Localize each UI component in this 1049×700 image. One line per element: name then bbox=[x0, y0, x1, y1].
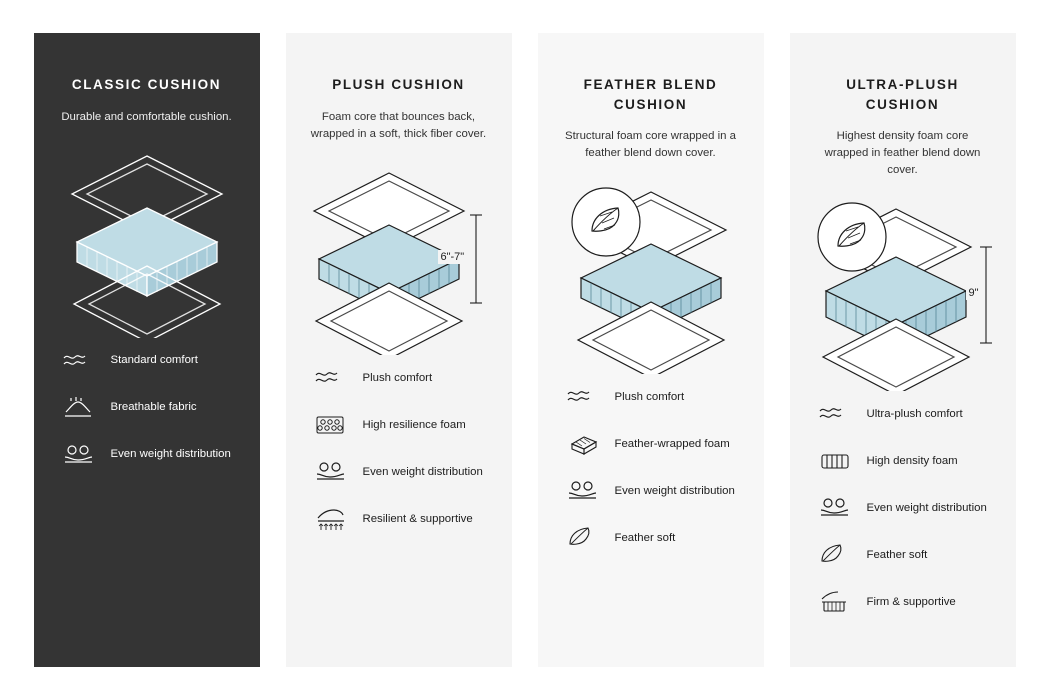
feature-label: High resilience foam bbox=[362, 418, 466, 431]
feature-item bbox=[311, 363, 487, 393]
feature-label: Breathable fabric bbox=[110, 401, 197, 414]
feature-label: Feather soft bbox=[866, 549, 928, 562]
feature-label: Feather soft bbox=[614, 532, 676, 545]
feature-item bbox=[59, 393, 235, 423]
even-weight-icon bbox=[815, 493, 855, 523]
leaf-icon bbox=[815, 540, 855, 570]
feature-item bbox=[563, 382, 739, 412]
feature-item bbox=[311, 457, 487, 487]
feature-item bbox=[815, 446, 991, 476]
feature-label: High density foam bbox=[866, 455, 958, 468]
leaf-icon bbox=[563, 523, 603, 553]
leaf-badge bbox=[572, 188, 640, 256]
panel-feather-blend-cushion bbox=[538, 33, 764, 667]
even-weight-icon bbox=[59, 440, 99, 470]
feature-item bbox=[311, 504, 487, 534]
panel-plush-cushion bbox=[286, 33, 512, 667]
wave-comfort-icon bbox=[815, 399, 855, 429]
even-weight-icon bbox=[563, 476, 603, 506]
feature-label: Even weight distribution bbox=[362, 465, 483, 478]
feature-label: Plush comfort bbox=[362, 371, 433, 384]
feature-item bbox=[815, 587, 991, 617]
feature-list bbox=[815, 399, 991, 617]
dimension-label: 9" bbox=[966, 286, 982, 300]
high-density-foam-icon bbox=[815, 446, 855, 476]
dimension-label: 6"-7" bbox=[438, 250, 468, 264]
feather-wrapped-foam-icon bbox=[563, 429, 603, 459]
cushion-diagram-classic bbox=[34, 138, 260, 338]
panel-subtitle: Durable and comfortable cushion. bbox=[61, 110, 232, 123]
even-weight-icon bbox=[311, 457, 351, 487]
feature-item bbox=[563, 429, 739, 459]
leaf-badge bbox=[818, 203, 886, 271]
feature-label: Feather-wrapped foam bbox=[614, 438, 730, 451]
panel-ultra-plush-cushion bbox=[790, 33, 1016, 667]
feature-item bbox=[59, 440, 235, 470]
feature-label: Even weight distribution bbox=[110, 448, 231, 461]
cushion-diagram-feather-blend bbox=[538, 174, 764, 374]
feature-item bbox=[815, 540, 991, 570]
feature-label: Even weight distribution bbox=[614, 485, 735, 498]
feature-label: Resilient & supportive bbox=[362, 512, 473, 525]
cushion-diagram-plush bbox=[286, 155, 512, 355]
panel-subtitle: Highest density foam core wrapped in feather blend down cover. bbox=[824, 130, 981, 177]
panel-title: CLASSIC CUSHION bbox=[71, 77, 222, 92]
honeycomb-foam-icon bbox=[311, 410, 351, 440]
cushion-diagram-ultra-plush bbox=[790, 191, 1016, 391]
feature-item bbox=[815, 399, 991, 429]
feature-list bbox=[59, 346, 235, 470]
feature-label: Standard comfort bbox=[110, 354, 198, 367]
panel-classic-cushion bbox=[34, 33, 260, 667]
feature-list bbox=[311, 363, 487, 534]
breathable-fabric-icon bbox=[59, 393, 99, 423]
feature-label: Plush comfort bbox=[614, 391, 685, 404]
panel-title: PLUSH CUSHION bbox=[332, 77, 465, 92]
feature-label: Even weight distribution bbox=[866, 502, 987, 515]
firm-support-icon bbox=[815, 587, 855, 617]
panel-subtitle: Foam core that bounces back, wrapped in a soft, thick fiber cover. bbox=[310, 110, 487, 140]
feature-list bbox=[563, 382, 739, 553]
feature-item bbox=[59, 346, 235, 376]
feature-label: Firm & supportive bbox=[866, 596, 956, 609]
wave-comfort-icon bbox=[311, 363, 351, 393]
feature-item bbox=[311, 410, 487, 440]
feature-label: Ultra-plush comfort bbox=[866, 408, 963, 421]
feature-item bbox=[563, 476, 739, 506]
wave-comfort-icon bbox=[59, 346, 99, 376]
resilient-support-icon bbox=[311, 504, 351, 534]
panel-title: FEATHER BLEND CUSHION bbox=[583, 77, 718, 112]
feature-item bbox=[815, 493, 991, 523]
panel-subtitle: Structural foam core wrapped in a feather blend down cover. bbox=[565, 130, 736, 160]
wave-comfort-icon bbox=[563, 382, 603, 412]
panel-title: ULTRA-PLUSH CUSHION bbox=[846, 77, 959, 112]
feature-item bbox=[563, 523, 739, 553]
